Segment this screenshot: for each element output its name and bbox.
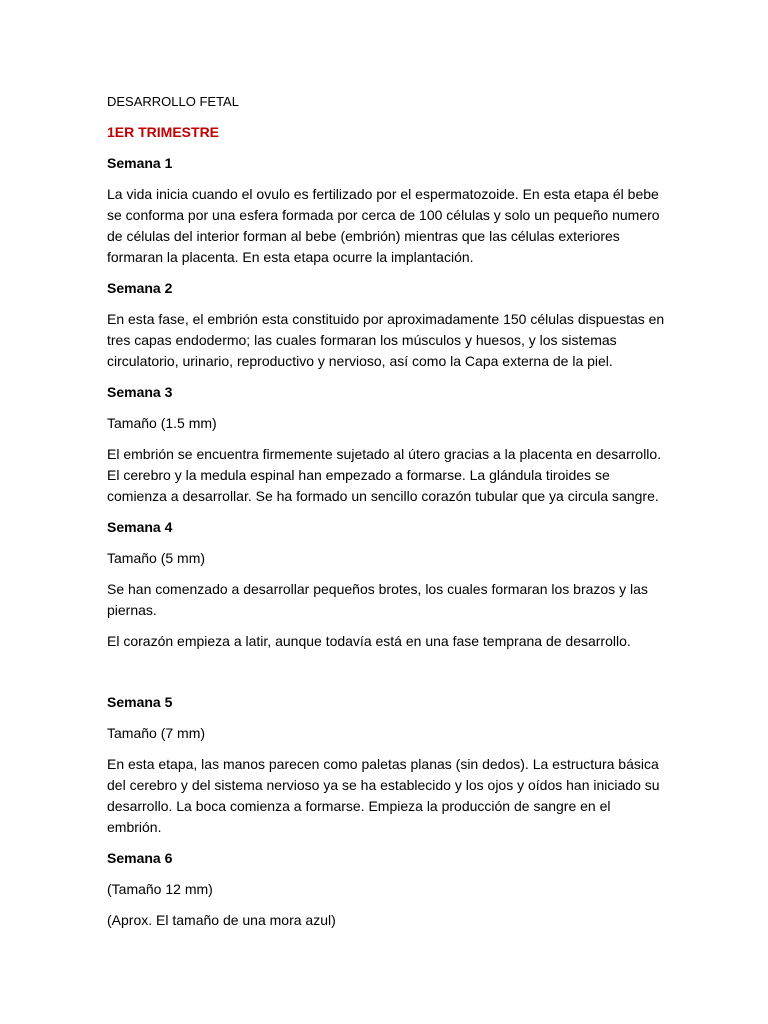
trimester-heading: 1ER TRIMESTRE (107, 124, 220, 140)
week-4-size: Tamaño (5 mm) (107, 550, 206, 566)
week-5-size: Tamaño (7 mm) (107, 725, 206, 741)
week-1-paragraph: La vida inicia cuando el ovulo es fertilizado por el espermatozoide. En esta etapa él bebe se conforma por una esfera formada por cerca de 100 células y solo un pequeño numero de células del interior forman al bebe (embrión) mientras que las células exteriores formaran la placenta. En esta etapa ocurre la implantación. (107, 186, 660, 265)
week-5-paragraph: En esta etapa, las manos parecen como paletas planas (sin dedos). La estructura básica del cerebro y del sistema nervioso ya se ha establecido y los ojos y oídos han iniciado su desarrollo. La boca comienza a formarse. Empieza la producción de sangre en el embrión. (107, 756, 660, 835)
document-title: DESARROLLO FETAL (107, 94, 239, 109)
week-2-heading: Semana 2 (107, 280, 173, 296)
week-6-heading: Semana 6 (107, 850, 173, 866)
week-4-paragraph: Se han comenzado a desarrollar pequeños brotes, los cuales formaran los brazos y las piernas. (107, 581, 648, 618)
week-3-heading: Semana 3 (107, 384, 173, 400)
week-1-heading: Semana 1 (107, 155, 173, 171)
section-spacer (107, 662, 667, 692)
week-6-note: (Aprox. El tamaño de una mora azul) (107, 912, 336, 928)
week-6-size: (Tamaño 12 mm) (107, 881, 213, 897)
week-3-size: Tamaño (1.5 mm) (107, 415, 217, 431)
week-4-heading: Semana 4 (107, 519, 173, 535)
week-3-paragraph: El embrión se encuentra firmemente sujetado al útero gracias a la placenta en desarrollo. El cerebro y la medula espinal han empezado a formarse. La glándula tiroides se comienza a desarrollar. Se ha formado un sencillo corazón tubular que ya circula sangre. (107, 446, 662, 504)
document-body (107, 92, 667, 941)
week-4-paragraph-2: El corazón empieza a latir, aunque todavía está en una fase temprana de desarrollo. (107, 633, 631, 649)
week-5-heading: Semana 5 (107, 694, 173, 710)
week-2-paragraph: En esta fase, el embrión esta constituido por aproximadamente 150 células dispuestas en tres capas endodermo; las cuales formaran los músculos y huesos, y los sistemas circulatorio, urinario, reproductivo y nervioso, así como la Capa externa de la piel. (107, 311, 665, 369)
